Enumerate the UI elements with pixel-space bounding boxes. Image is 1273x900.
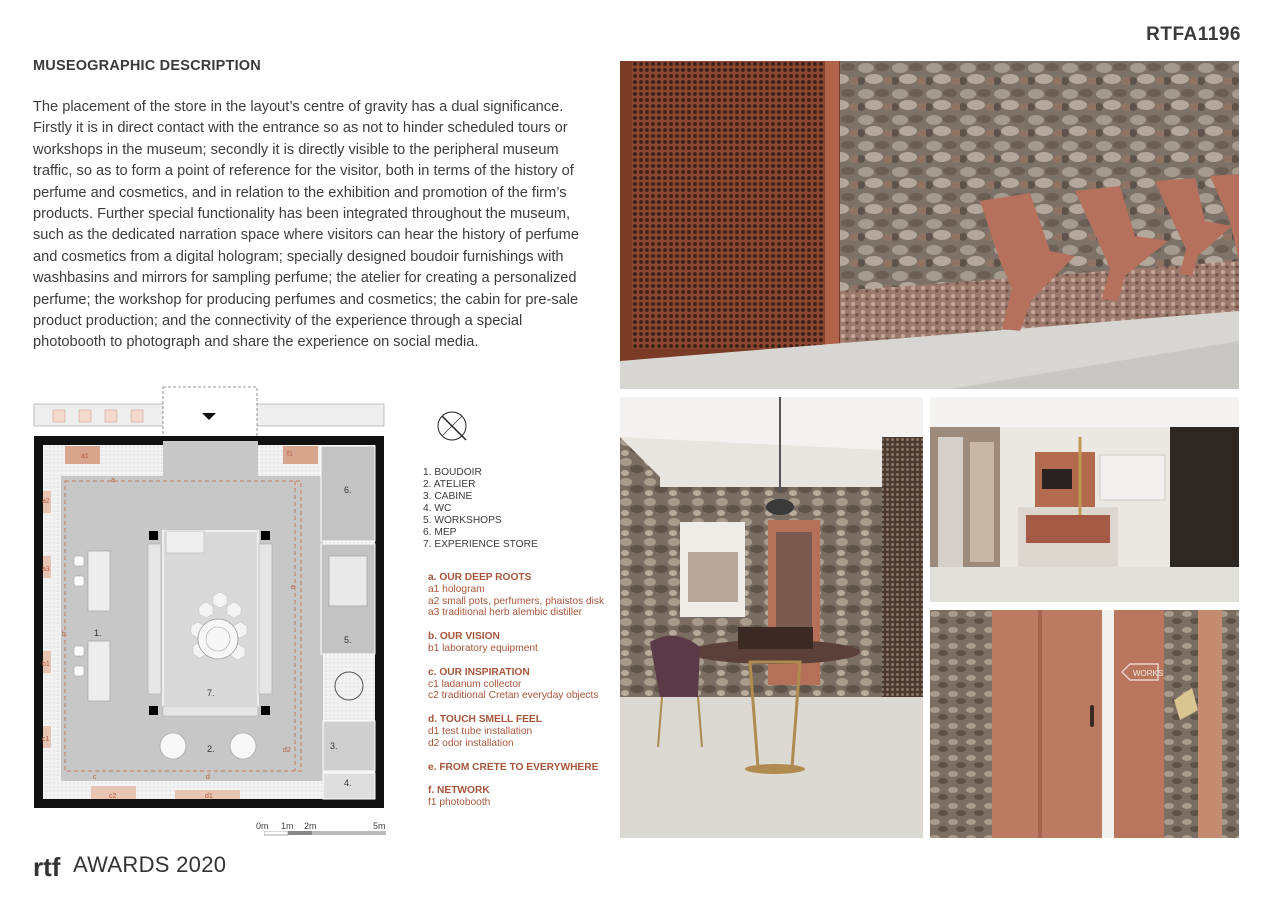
stone-wall-illustration: [620, 61, 1239, 389]
legend-item: c1 ladanum collector: [428, 678, 522, 690]
room-item: 3. CABINE: [423, 491, 473, 502]
room-item: 5. WORKSHOPS: [423, 515, 502, 526]
legend-title: d. TOUCH SMELL FEEL: [428, 714, 542, 726]
rtf-logo-mark-icon: [33, 848, 73, 882]
description-line: such as the dedicated narration space where visitors can hear the history of perfume: [33, 227, 579, 244]
legend-item: c2 traditional Cretan everyday objects: [428, 690, 599, 702]
plan-label-room-2: 2.: [207, 744, 215, 754]
plan-label-c1: c1: [42, 736, 50, 743]
scale-label: 5m: [373, 821, 386, 831]
plan-label-d2: d2: [283, 747, 291, 754]
legend-group-e: [428, 762, 604, 774]
legend-item: d1 test tube installation: [428, 725, 533, 737]
legend-group-a: [428, 572, 604, 619]
project-code: RTFA1196: [1146, 24, 1241, 45]
description-line: Firstly it is in direct contact with the entrance so as not to hinder scheduled tours or: [33, 120, 568, 137]
scale-label: 0m: [256, 821, 269, 831]
legend-item: f1 photobooth: [428, 797, 491, 809]
legend-group-b: [428, 631, 604, 655]
plan-label-d1: d1: [205, 793, 213, 800]
legend-title: e. FROM CRETE TO EVERYWHERE: [428, 761, 599, 773]
plan-label-a3: a3: [42, 566, 50, 573]
photo-stone-wall-chairs: [620, 61, 1239, 389]
legend-title: c. OUR INSPIRATION: [428, 666, 530, 678]
photo-workshop-door: [930, 610, 1239, 838]
description-line: washbasins and mirrors for sampling perfume; the atelier for creating a personalized: [33, 270, 577, 287]
section-heading: MUSEOGRAPHIC DESCRIPTION: [33, 58, 261, 74]
plan-label-a1: a1: [81, 453, 89, 460]
atelier-illustration: [930, 397, 1239, 602]
legend-group-c: [428, 667, 604, 702]
room-item: 1. BOUDOIR: [423, 467, 482, 478]
photo-boudoir-table: [620, 397, 923, 838]
photo-atelier-basin: [930, 397, 1239, 602]
plan-label-d: d: [206, 774, 210, 781]
description-line: product production; and the connectivity of the experience through a special: [33, 313, 523, 330]
plan-label-room-3: 3.: [330, 741, 338, 751]
rooms-list: [423, 467, 538, 551]
legend-title: a. OUR DEEP ROOTS: [428, 572, 532, 583]
plan-label-room-4: 4.: [344, 778, 352, 788]
description-line: and cosmetics from a digital hologram; specially designed boudoir furnishings with: [33, 248, 564, 265]
legend-group-d: [428, 714, 604, 749]
scale-label: 2m: [304, 821, 317, 831]
legend-item: a2 small pots, perfumers, phaistos disk: [428, 595, 605, 607]
legend-title: f. NETWORK: [428, 785, 490, 797]
boudoir-illustration: [620, 397, 923, 838]
plan-label-a2: a2: [42, 498, 50, 505]
description-line: perfume; the workshop for producing perfumes and cosmetics; the cabin for pre-sale: [33, 291, 579, 308]
description-paragraph: [33, 97, 608, 354]
description-line: photobooth to photograph and share the experience on social media.: [33, 334, 479, 351]
awards-text: AWARDS 2020: [73, 852, 227, 877]
plan-label-room-6: 6.: [344, 485, 352, 495]
exhibit-legend: [428, 572, 604, 821]
legend-group-f: [428, 785, 604, 809]
floor-plan-drawing: [33, 386, 393, 811]
plan-label-a: a: [111, 477, 115, 484]
description-line: workshops in the museum; secondly it is directly visible to the peripheral museum: [33, 141, 559, 158]
room-item: 7. EXPERIENCE STORE: [423, 539, 538, 550]
room-item: 4. WC: [423, 503, 452, 514]
plan-label-b: b.: [62, 631, 68, 638]
plan-label-b1: b1: [42, 661, 50, 668]
legend-item: a1 hologram: [428, 583, 485, 595]
room-item: 2. ATELIER: [423, 479, 476, 490]
scale-label: 1m: [281, 821, 294, 831]
legend-item: b1 laboratory equipment: [428, 642, 538, 654]
plan-label-c: c: [93, 774, 97, 781]
door-illustration: [930, 610, 1239, 838]
north-arrow-icon: [436, 410, 470, 444]
description-line: The placement of the store in the layout’s centre of gravity has a dual significance.: [33, 99, 564, 115]
plan-label-room-1: 1.: [94, 628, 102, 638]
legend-item: a3 traditional herb alembic distiller: [428, 607, 583, 619]
plan-label-room-5: 5.: [344, 635, 352, 645]
scale-bar-graphic: [264, 831, 386, 836]
description-line: perfume and cosmetics, and in relation to the exhibition and promotion of the firm’s: [33, 184, 567, 201]
legend-item: d2 odor installation: [428, 737, 514, 749]
floor-plan: [33, 386, 393, 811]
description-line: traffic, so as to form a point of reference for the visitor, both in terms of the history of: [33, 163, 574, 180]
plan-label-room-7: 7.: [207, 688, 215, 698]
plan-label-c2: c2: [109, 793, 117, 800]
plan-label-f1: f1: [287, 451, 293, 458]
scale-bar: [256, 821, 386, 839]
plan-label-e: e: [291, 584, 295, 591]
workshops-sign-text: WORKS: [1133, 669, 1164, 678]
room-item: 6. MEP: [423, 527, 457, 538]
logo-mark-text: rtf: [33, 852, 61, 882]
legend-title: b. OUR VISION: [428, 631, 500, 643]
description-line: products. Further special functionality has been integrated throughout the museum,: [33, 206, 571, 223]
